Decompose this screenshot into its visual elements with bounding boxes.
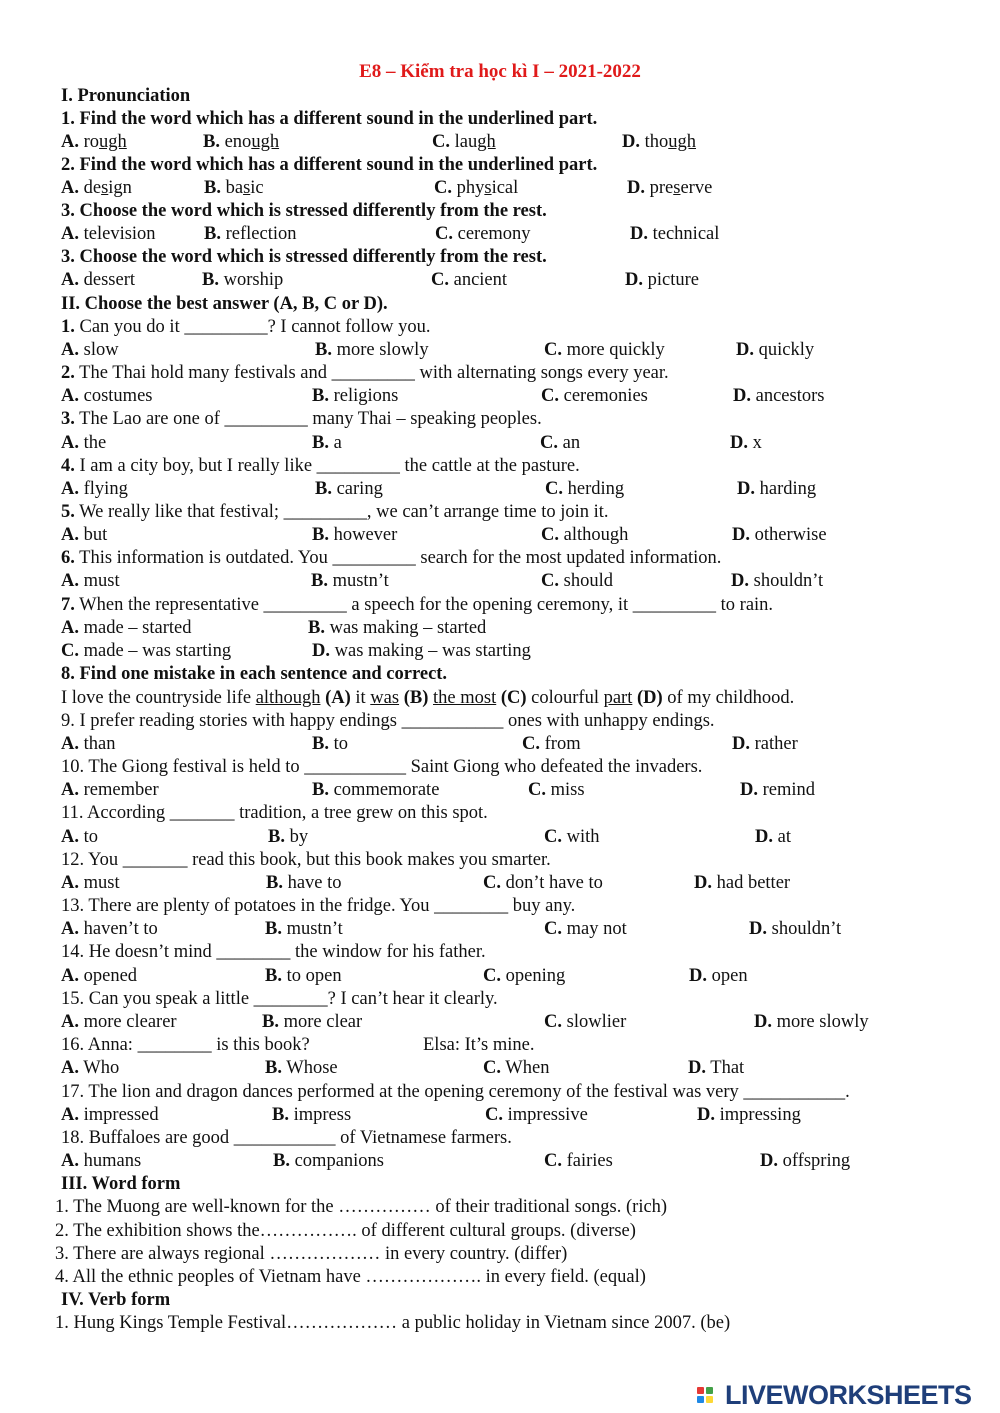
question-stem: 16. Anna: ________ is this book? Elsa: It’s mine. [61,1035,535,1055]
option-b: B. enough [203,132,280,152]
logo-text: LIVEWORKSHEETS [725,1379,972,1410]
logo-grid-icon [697,1383,723,1407]
option-c: C. physical [434,178,519,198]
logo-square-4 [706,1396,713,1403]
option-c: C. miss [528,780,585,800]
option-b: B. mustn’t [265,919,343,939]
option-c: C. fairies [544,1151,613,1171]
option-c: C. with [544,827,600,847]
options-row [61,1057,961,1080]
option-d: D. That [688,1058,745,1078]
question-stem: 13. There are plenty of potatoes in the fridge. You ________ buy any. [61,896,576,916]
options-row [61,1150,961,1173]
options-row [61,177,961,200]
option-b: B. basic [204,178,264,198]
option-b: B. more clear [262,1012,363,1032]
option-d: D. impressing [697,1105,801,1125]
question-heading: 3. Choose the word which is stressed differently from the rest. [61,201,547,221]
option-b: B. impress [272,1105,352,1125]
question-stem: 12. You _______ read this book, but this book makes you smarter. [61,850,551,870]
question-heading: 8. Find one mistake in each sentence and correct. [61,664,448,684]
option-a: A. costumes [61,386,153,406]
option-d: D. picture [625,270,699,290]
option-a: A. slow [61,340,119,360]
option-d: D. rather [732,734,798,754]
options-row [61,779,961,802]
option-c: C. opening [483,966,566,986]
question-heading: 2. Find the word which has a different sound in the underlined part. [61,155,598,175]
question-stem: 4. I am a city boy, but I really like _________ the cattle at the pasture. [61,456,580,476]
option-b: B. worship [202,270,284,290]
option-d: D. x [730,433,762,453]
verb-form-item: 1. Hung Kings Temple Festival……………… a public holiday in Vietnam since 2007. (be) [55,1313,731,1333]
option-d: D. remind [740,780,816,800]
option-b: B. was making – started [308,618,487,638]
option-a: A. haven’t to [61,919,158,939]
option-d: D. at [755,827,791,847]
question-stem: 14. He doesn’t mind ________ the window for his father. [61,942,486,962]
option-b: B. more slowly [315,340,429,360]
word-form-item: 1. The Muong are well-known for the …………… of their traditional songs. (rich) [55,1197,668,1217]
question-stem: 18. Buffaloes are good ___________ of Vietnamese farmers. [61,1128,512,1148]
options-row [61,269,961,292]
question-stem: 10. The Giong festival is held to ___________ Saint Giong who defeated the invaders. [61,757,703,777]
question-stem: 9. I prefer reading stories with happy endings ___________ ones with unhappy endings. [61,711,715,731]
option-a: A. humans [61,1151,142,1171]
options-row [61,131,961,154]
options-row [61,478,961,501]
option-c: C. ancient [431,270,508,290]
option-a: A. to [61,827,99,847]
page-title: E8 – Kiểm tra học kì I – 2021-2022 [359,61,641,82]
options-row [61,1011,961,1034]
options-row [61,617,961,640]
options-row [61,918,961,941]
question-stem: 11. According _______ tradition, a tree grew on this spot. [61,803,488,823]
option-a: A. opened [61,966,138,986]
word-form-item: 2. The exhibition shows the……………. of different cultural groups. (diverse) [55,1221,636,1241]
option-a: A. than [61,734,116,754]
option-c: C. made – was starting [61,641,232,661]
option-c: C. don’t have to [483,873,603,893]
option-d: D. offspring [760,1151,851,1171]
option-d: D. harding [737,479,817,499]
options-row [61,733,961,756]
option-a: A. but [61,525,108,545]
options-row [61,432,961,455]
options-row [61,385,961,408]
option-d: D. ancestors [733,386,825,406]
option-d: D. more slowly [754,1012,869,1032]
option-b: B. have to [266,873,342,893]
option-c: C. When [483,1058,550,1078]
question-stem: 5. We really like that festival; _________, we can’t arrange time to join it. [61,502,609,522]
word-form-item: 4. All the ethnic peoples of Vietnam have ………………. in every field. (equal) [55,1267,646,1287]
options-row [61,570,961,593]
option-a: A. must [61,873,120,893]
section-heading-pronunciation: I. Pronunciation [61,86,191,106]
option-d: D. had better [694,873,791,893]
question-stem: 6. This information is outdated. You _________ search for the most updated information. [61,548,722,568]
option-a: A. remember [61,780,159,800]
option-a: A. impressed [61,1105,159,1125]
option-b: B. a [312,433,342,453]
option-c: C. from [522,734,581,754]
option-a: A. dessert [61,270,135,290]
option-d: D. was making – was starting [312,641,531,661]
option-c: C. should [541,571,613,591]
option-d: D. quickly [736,340,815,360]
option-a: A. the [61,433,107,453]
option-d: D. preserve [627,178,713,198]
option-b: B. Whose [265,1058,338,1078]
option-b: B. commemorate [312,780,440,800]
option-b: B. religions [312,386,399,406]
option-b: B. companions [273,1151,384,1171]
option-c: C. ceremonies [541,386,648,406]
options-row [61,1104,961,1127]
option-a: A. design [61,178,132,198]
logo-square-3 [697,1396,704,1403]
error-sentence: I love the countryside life although (A) it was (B) the most (C) colourful part (D) of my childhood. [61,688,795,708]
option-a: A. made – started [61,618,192,638]
option-b: B. to open [265,966,342,986]
option-d: D. open [689,966,748,986]
option-a: A. must [61,571,120,591]
option-b: B. however [312,525,398,545]
option-a: A. rough [61,132,127,152]
option-c: C. may not [544,919,627,939]
option-d: D. though [622,132,697,152]
option-a: A. television [61,224,156,244]
word-form-item: 3. There are always regional ……………… in every country. (differ) [55,1244,568,1264]
option-b: B. caring [315,479,383,499]
question-stem: 1. Can you do it _________? I cannot follow you. [61,317,431,337]
question-heading: 1. Find the word which has a different sound in the underlined part. [61,109,598,129]
question-stem: 15. Can you speak a little ________? I can’t hear it clearly. [61,989,498,1009]
option-a: A. flying [61,479,128,499]
option-b: B. mustn’t [311,571,389,591]
option-c: C. ceremony [435,224,531,244]
options-row [61,965,961,988]
option-c: C. laugh [432,132,496,152]
option-a: A. more clearer [61,1012,177,1032]
options-row [61,524,961,547]
options-row [61,339,961,362]
option-a: A. Who [61,1058,120,1078]
section-heading-choose: II. Choose the best answer (A, B, C or D). [61,294,388,314]
options-row [61,872,961,895]
options-row [61,223,961,246]
question-stem: 17. The lion and dragon dances performed at the opening ceremony of the festival was very ___________. [61,1082,850,1102]
option-b: B. to [312,734,348,754]
question-stem: 7. When the representative _________ a speech for the opening ceremony, it _________ to rain. [61,595,774,615]
logo-square-2 [706,1387,713,1394]
section-heading-verb-form: IV. Verb form [61,1290,171,1310]
option-c: C. impressive [485,1105,588,1125]
option-d: D. otherwise [732,525,827,545]
liveworksheets-logo [697,1380,997,1410]
section-heading-word-form: III. Word form [61,1174,181,1194]
option-c: C. an [540,433,581,453]
option-d: D. shouldn’t [731,571,824,591]
option-d: D. shouldn’t [749,919,842,939]
option-c: C. slowlier [544,1012,627,1032]
option-d: D. technical [630,224,720,244]
option-c: C. herding [545,479,625,499]
option-b: B. reflection [204,224,297,244]
option-c: C. although [541,525,629,545]
options-row [61,640,961,663]
options-row [61,826,961,849]
logo-square-1 [697,1387,704,1394]
option-c: C. more quickly [544,340,665,360]
question-stem: 3. The Lao are one of _________ many Thai – speaking peoples. [61,409,542,429]
question-heading: 3. Choose the word which is stressed differently from the rest. [61,247,547,267]
option-b: B. by [268,827,309,847]
question-stem: 2. The Thai hold many festivals and _________ with alternating songs every year. [61,363,669,383]
